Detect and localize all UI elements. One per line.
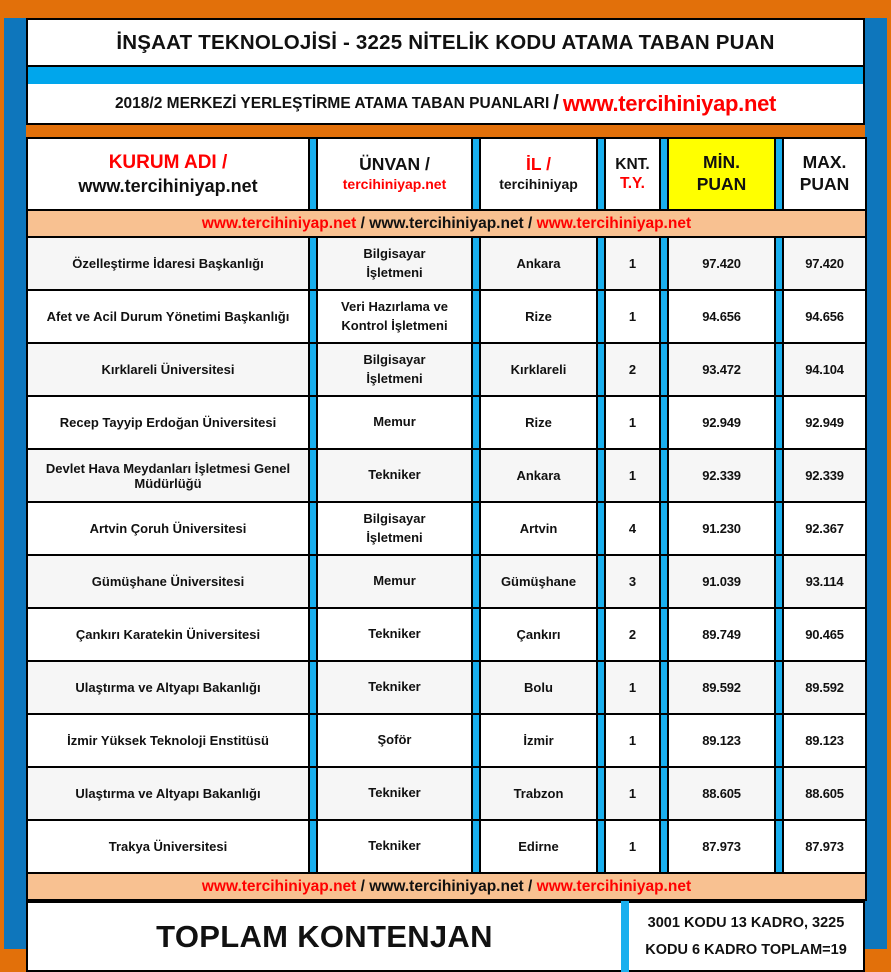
cell-kurum: Gümüşhane Üniversitesi bbox=[27, 555, 309, 608]
cell-unvan-line1: Bilgisayar bbox=[363, 246, 426, 262]
cell-unvan: Tekniker bbox=[317, 767, 472, 820]
column-separator bbox=[309, 608, 317, 661]
header-cell-il bbox=[480, 138, 597, 210]
column-separator bbox=[472, 449, 480, 502]
column-separator bbox=[775, 290, 783, 343]
cell-unvan-line2: İşletmeni bbox=[366, 370, 423, 386]
subtitle-text: 2018/2 MERKEZİ YERLEŞTİRME ATAMA TABAN PUANLARI bbox=[114, 94, 550, 112]
column-separator bbox=[472, 767, 480, 820]
header-cell-kurum bbox=[27, 138, 309, 210]
cell-min-puan: 88.605 bbox=[668, 767, 775, 820]
cell-il: Trabzon bbox=[480, 767, 597, 820]
orange-divider-bar bbox=[26, 125, 865, 137]
cell-il: Ankara bbox=[480, 237, 597, 290]
cell-kontenjan: 4 bbox=[605, 502, 660, 555]
cell-min-puan: 92.339 bbox=[668, 449, 775, 502]
cell-kontenjan: 2 bbox=[605, 608, 660, 661]
cell-kontenjan: 1 bbox=[605, 290, 660, 343]
table-row[interactable] bbox=[27, 820, 866, 873]
column-separator bbox=[775, 237, 783, 290]
column-separator bbox=[472, 138, 480, 210]
cell-min-puan: 93.472 bbox=[668, 343, 775, 396]
cell-unvan-line2: İşletmeni bbox=[366, 529, 423, 545]
column-separator bbox=[309, 343, 317, 396]
column-separator bbox=[597, 449, 605, 502]
cell-min-puan: 87.973 bbox=[668, 820, 775, 873]
table-row[interactable] bbox=[27, 767, 866, 820]
column-separator bbox=[597, 555, 605, 608]
cell-min-puan: 89.123 bbox=[668, 714, 775, 767]
footer-total-value-box bbox=[629, 901, 865, 972]
table-row[interactable] bbox=[27, 555, 866, 608]
table-row[interactable] bbox=[27, 502, 866, 555]
column-separator bbox=[660, 237, 668, 290]
cell-max-puan: 89.592 bbox=[783, 661, 866, 714]
header-cell-min-puan bbox=[668, 138, 775, 210]
header-cell-kontenjan bbox=[605, 138, 660, 210]
content-area bbox=[26, 18, 865, 958]
column-separator bbox=[660, 449, 668, 502]
column-separator bbox=[775, 608, 783, 661]
promo-band-top bbox=[27, 210, 866, 237]
column-separator bbox=[309, 767, 317, 820]
header-unvan-line2: tercihiniyap.net bbox=[342, 176, 447, 193]
header-cell-max-puan bbox=[783, 138, 866, 210]
header-max-line2: PUAN bbox=[799, 174, 850, 194]
cell-kontenjan: 1 bbox=[605, 449, 660, 502]
cell-unvan-line1: Bilgisayar bbox=[363, 511, 426, 527]
cell-kontenjan: 1 bbox=[605, 396, 660, 449]
column-separator bbox=[472, 714, 480, 767]
column-separator bbox=[309, 661, 317, 714]
header-il-line1: İL / bbox=[526, 154, 551, 175]
table-row[interactable] bbox=[27, 449, 866, 502]
column-separator bbox=[660, 608, 668, 661]
cell-kontenjan: 3 bbox=[605, 555, 660, 608]
column-separator bbox=[472, 820, 480, 873]
column-separator bbox=[472, 343, 480, 396]
column-separator bbox=[309, 714, 317, 767]
promo-sep-1: / bbox=[356, 877, 370, 895]
column-separator bbox=[597, 237, 605, 290]
right-blue-rail bbox=[865, 18, 887, 949]
column-separator bbox=[775, 502, 783, 555]
cell-kurum: Trakya Üniversitesi bbox=[27, 820, 309, 873]
column-separator bbox=[472, 396, 480, 449]
scores-table bbox=[26, 137, 867, 901]
cell-kontenjan: 2 bbox=[605, 343, 660, 396]
cell-unvan: Tekniker bbox=[317, 820, 472, 873]
cell-kurum: Çankırı Karatekin Üniversitesi bbox=[27, 608, 309, 661]
header-min-line2: PUAN bbox=[696, 174, 747, 194]
cyan-divider-bar bbox=[26, 67, 865, 84]
cell-max-puan: 92.949 bbox=[783, 396, 866, 449]
footer-summary bbox=[26, 901, 865, 972]
page-title-box bbox=[26, 18, 865, 67]
column-separator bbox=[660, 502, 668, 555]
subtitle-slash: / bbox=[553, 92, 559, 114]
cell-kurum: Afet ve Acil Durum Yönetimi Başkanlığı bbox=[27, 290, 309, 343]
promo-sep-1: / bbox=[356, 214, 370, 232]
column-separator bbox=[775, 138, 783, 210]
column-separator bbox=[597, 138, 605, 210]
cell-unvan bbox=[317, 502, 472, 555]
column-separator bbox=[309, 237, 317, 290]
cell-max-puan: 90.465 bbox=[783, 608, 866, 661]
left-blue-rail bbox=[4, 18, 26, 949]
cell-max-puan: 94.104 bbox=[783, 343, 866, 396]
cell-il: Ankara bbox=[480, 449, 597, 502]
cell-unvan: Memur bbox=[317, 396, 472, 449]
cell-max-puan: 94.656 bbox=[783, 290, 866, 343]
column-separator bbox=[660, 767, 668, 820]
cell-kontenjan: 1 bbox=[605, 237, 660, 290]
cell-min-puan: 89.592 bbox=[668, 661, 775, 714]
cell-max-puan: 92.367 bbox=[783, 502, 866, 555]
column-separator bbox=[660, 138, 668, 210]
header-cell-unvan bbox=[317, 138, 472, 210]
column-separator bbox=[597, 661, 605, 714]
table-row[interactable] bbox=[27, 714, 866, 767]
header-max-line1: MAX. bbox=[802, 152, 847, 173]
cell-max-puan: 93.114 bbox=[783, 555, 866, 608]
cell-il: Çankırı bbox=[480, 608, 597, 661]
column-separator bbox=[597, 343, 605, 396]
cell-il: Rize bbox=[480, 396, 597, 449]
header-unvan-line1: ÜNVAN / bbox=[359, 154, 430, 175]
cell-kurum: Artvin Çoruh Üniversitesi bbox=[27, 502, 309, 555]
column-separator bbox=[309, 555, 317, 608]
cell-unvan-line2: Kontrol İşletmeni bbox=[341, 317, 448, 333]
cell-kontenjan: 1 bbox=[605, 714, 660, 767]
cell-max-puan: 87.973 bbox=[783, 820, 866, 873]
page-title: İNŞAAT TEKNOLOJİSİ - 3225 NİTELİK KODU ATAMA TABAN PUAN bbox=[116, 30, 775, 54]
table-row[interactable] bbox=[27, 608, 866, 661]
promo-link-1[interactable]: www.tercihiniyap.net bbox=[201, 214, 357, 232]
cell-il: Artvin bbox=[480, 502, 597, 555]
footer-total-line2: KODU 6 KADRO TOPLAM=19 bbox=[645, 941, 847, 958]
promo-link-2[interactable]: www.tercihiniyap.net bbox=[369, 877, 524, 895]
column-separator bbox=[775, 449, 783, 502]
cell-kurum: Ulaştırma ve Altyapı Bakanlığı bbox=[27, 661, 309, 714]
column-separator bbox=[472, 290, 480, 343]
cell-kontenjan: 1 bbox=[605, 820, 660, 873]
cell-kurum: İzmir Yüksek Teknoloji Enstitüsü bbox=[27, 714, 309, 767]
table-row[interactable] bbox=[27, 343, 866, 396]
footer-total-label: TOPLAM KONTENJAN bbox=[156, 918, 493, 954]
column-separator bbox=[660, 396, 668, 449]
cell-il: Edirne bbox=[480, 820, 597, 873]
header-kurum-line2: www.tercihiniyap.net bbox=[78, 175, 258, 196]
column-separator bbox=[309, 502, 317, 555]
cell-unvan bbox=[317, 290, 472, 343]
cell-max-puan: 92.339 bbox=[783, 449, 866, 502]
cell-il: Kırklareli bbox=[480, 343, 597, 396]
cell-il: İzmir bbox=[480, 714, 597, 767]
cell-kurum: Devlet Hava Meydanları İşletmesi Genel Müdürlüğü bbox=[27, 449, 309, 502]
column-separator bbox=[597, 714, 605, 767]
cell-unvan: Tekniker bbox=[317, 608, 472, 661]
cell-unvan: Tekniker bbox=[317, 449, 472, 502]
column-separator bbox=[472, 661, 480, 714]
table-row[interactable] bbox=[27, 237, 866, 290]
column-separator bbox=[597, 502, 605, 555]
footer-total-line1: 3001 KODU 13 KADRO, 3225 bbox=[647, 914, 845, 931]
cell-min-puan: 91.230 bbox=[668, 502, 775, 555]
cell-kurum: Özelleştirme İdaresi Başkanlığı bbox=[27, 237, 309, 290]
cell-min-puan: 89.749 bbox=[668, 608, 775, 661]
cell-min-puan: 94.656 bbox=[668, 290, 775, 343]
column-separator bbox=[660, 714, 668, 767]
cell-kurum: Recep Tayyip Erdoğan Üniversitesi bbox=[27, 396, 309, 449]
cell-max-puan: 88.605 bbox=[783, 767, 866, 820]
column-separator bbox=[309, 290, 317, 343]
table-row[interactable] bbox=[27, 290, 866, 343]
cell-kontenjan: 1 bbox=[605, 767, 660, 820]
promo-link-3[interactable]: www.tercihiniyap.net bbox=[536, 214, 692, 232]
column-separator bbox=[660, 343, 668, 396]
subtitle-website[interactable]: www.tercihiniyap.net bbox=[562, 90, 777, 116]
cell-il: Bolu bbox=[480, 661, 597, 714]
column-separator bbox=[309, 449, 317, 502]
cell-il: Rize bbox=[480, 290, 597, 343]
header-knt-line2: T.Y. bbox=[620, 175, 645, 192]
promo-link-1[interactable]: www.tercihiniyap.net bbox=[201, 877, 357, 895]
header-kurum-line1: KURUM ADI / bbox=[108, 151, 228, 173]
cell-unvan: Memur bbox=[317, 555, 472, 608]
promo-band-cell bbox=[27, 210, 866, 237]
column-separator bbox=[597, 767, 605, 820]
column-separator bbox=[775, 343, 783, 396]
cell-unvan-line1: Veri Hazırlama ve bbox=[341, 299, 448, 315]
subtitle-box bbox=[26, 84, 865, 125]
header-min-line1: MİN. bbox=[703, 152, 740, 173]
table-row[interactable] bbox=[27, 396, 866, 449]
promo-link-3[interactable]: www.tercihiniyap.net bbox=[536, 877, 692, 895]
cell-unvan: Şoför bbox=[317, 714, 472, 767]
cell-kontenjan: 1 bbox=[605, 661, 660, 714]
table-row[interactable] bbox=[27, 661, 866, 714]
column-separator bbox=[309, 820, 317, 873]
cell-kurum: Ulaştırma ve Altyapı Bakanlığı bbox=[27, 767, 309, 820]
table-header-row bbox=[27, 138, 866, 210]
column-separator bbox=[309, 396, 317, 449]
column-separator bbox=[775, 767, 783, 820]
promo-sep-2: / bbox=[523, 877, 537, 895]
cell-min-puan: 91.039 bbox=[668, 555, 775, 608]
promo-link-2[interactable]: www.tercihiniyap.net bbox=[369, 214, 524, 232]
promo-band-bottom bbox=[27, 873, 866, 900]
column-separator bbox=[660, 820, 668, 873]
cell-unvan bbox=[317, 343, 472, 396]
cell-min-puan: 97.420 bbox=[668, 237, 775, 290]
cell-kurum: Kırklareli Üniversitesi bbox=[27, 343, 309, 396]
column-separator bbox=[597, 608, 605, 661]
cell-max-puan: 89.123 bbox=[783, 714, 866, 767]
column-separator bbox=[775, 714, 783, 767]
column-separator bbox=[472, 608, 480, 661]
column-separator bbox=[775, 820, 783, 873]
cell-il: Gümüşhane bbox=[480, 555, 597, 608]
column-separator bbox=[472, 237, 480, 290]
column-separator bbox=[660, 290, 668, 343]
column-separator bbox=[775, 396, 783, 449]
column-separator bbox=[597, 396, 605, 449]
cell-unvan: Tekniker bbox=[317, 661, 472, 714]
promo-sep-2: / bbox=[523, 214, 537, 232]
column-separator bbox=[775, 555, 783, 608]
column-separator bbox=[660, 661, 668, 714]
promo-band-cell bbox=[27, 873, 866, 900]
column-separator bbox=[472, 502, 480, 555]
column-separator bbox=[775, 661, 783, 714]
cell-unvan bbox=[317, 237, 472, 290]
cell-min-puan: 92.949 bbox=[668, 396, 775, 449]
header-il-line2: tercihiniyap bbox=[499, 176, 578, 193]
footer-total-label-box bbox=[26, 901, 621, 972]
column-separator bbox=[597, 290, 605, 343]
column-separator bbox=[472, 555, 480, 608]
cell-unvan-line2: İşletmeni bbox=[366, 264, 423, 280]
column-separator bbox=[309, 138, 317, 210]
cell-unvan-line1: Bilgisayar bbox=[363, 352, 426, 368]
cell-max-puan: 97.420 bbox=[783, 237, 866, 290]
column-separator bbox=[597, 820, 605, 873]
footer-separator bbox=[621, 901, 629, 972]
header-knt-line1: KNT. bbox=[615, 155, 650, 173]
column-separator bbox=[660, 555, 668, 608]
